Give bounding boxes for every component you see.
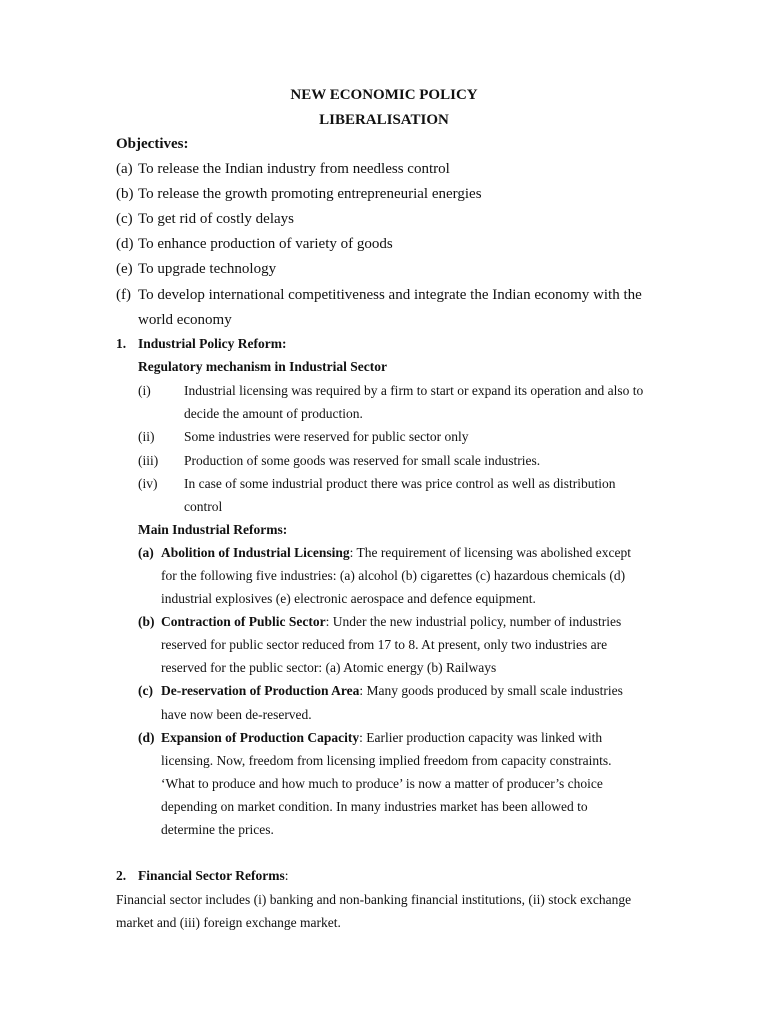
reform-marker: (a)	[138, 545, 154, 560]
reform-first-line	[161, 545, 631, 561]
reform-description: : Earlier production capacity was linked with	[359, 730, 603, 745]
regulatory-text: Industrial licensing was required by a firm to start or expand its operation and also to	[184, 383, 644, 398]
document-title: NEW ECONOMIC POLICY	[290, 87, 478, 103]
objective-marker: (a)	[116, 161, 133, 177]
section-2-text-continued: market and (iii) foreign exchange market.	[116, 915, 341, 930]
objective-marker: (d)	[116, 236, 134, 252]
objective-marker: (f)	[116, 287, 131, 303]
reform-description: : Under the new industrial policy, number of industries	[325, 614, 622, 629]
reform-text-continued: ‘What to produce and how much to produce’ is now a matter of producer’s choice	[161, 776, 603, 791]
section-1-number: 1.	[116, 336, 127, 351]
regulatory-marker: (i)	[138, 383, 151, 398]
reform-text-continued: determine the prices.	[161, 822, 274, 837]
regulatory-text-continued: control	[184, 499, 223, 514]
document-subtitle: LIBERALISATION	[319, 112, 449, 128]
section-2-number: 2.	[116, 868, 127, 883]
objective-text: To upgrade technology	[138, 261, 277, 277]
main-reforms-heading: Main Industrial Reforms:	[138, 522, 288, 537]
reform-text-continued: reserved for public sector reduced from 17 to 8. At present, only two industries are	[161, 637, 608, 652]
regulatory-marker: (iii)	[138, 453, 159, 468]
section-2-heading-line	[138, 868, 289, 884]
objective-marker: (b)	[116, 186, 134, 202]
regulatory-text: Production of some goods was reserved for small scale industries.	[184, 453, 541, 468]
reform-description: : The requirement of licensing was abolished except	[349, 545, 631, 560]
reform-first-line	[161, 614, 621, 630]
regulatory-marker: (ii)	[138, 429, 155, 444]
reform-description: : Many goods produced by small scale industries	[359, 683, 623, 698]
reform-text-continued: depending on market condition. In many industries market has been allowed to	[161, 799, 588, 814]
regulatory-heading: Regulatory mechanism in Industrial Sector	[138, 359, 387, 374]
objective-text-continued: world economy	[138, 312, 232, 328]
reform-title: De-reservation of Production Area	[161, 683, 360, 698]
objective-text: To release the growth promoting entrepreneurial energies	[138, 186, 482, 202]
objective-marker: (c)	[116, 211, 133, 227]
reform-text-continued: licensing. Now, freedom from licensing implied freedom from capacity constraints.	[161, 753, 612, 768]
reform-text-continued: for the following five industries: (a) alcohol (b) cigarettes (c) hazardous chemicals (d)	[161, 568, 626, 583]
reform-first-line	[161, 683, 623, 699]
objective-marker: (e)	[116, 261, 133, 277]
objectives-heading: Objectives:	[116, 136, 189, 152]
regulatory-marker: (iv)	[138, 476, 158, 491]
reform-text-continued: reserved for the public sector: (a) Atomic energy (b) Railways	[161, 660, 497, 675]
reform-first-line	[161, 730, 602, 746]
reform-text-continued: industrial explosives (e) electronic aerospace and defence equipment.	[161, 591, 536, 606]
section-1-heading: Industrial Policy Reform:	[138, 336, 287, 351]
objective-text: To release the Indian industry from needless control	[138, 161, 450, 177]
section-2-heading: Financial Sector Reforms	[138, 868, 285, 883]
objective-text: To enhance production of variety of goods	[138, 236, 393, 252]
regulatory-text: In case of some industrial product there was price control as well as distribution	[184, 476, 616, 491]
regulatory-text: Some industries were reserved for public sector only	[184, 429, 469, 444]
regulatory-text-continued: decide the amount of production.	[184, 406, 363, 421]
reform-title: Abolition of Industrial Licensing	[161, 545, 350, 560]
reform-marker: (c)	[138, 683, 153, 698]
objective-text: To develop international competitiveness and integrate the Indian economy with the	[138, 287, 642, 303]
reform-marker: (d)	[138, 730, 155, 745]
reform-title: Contraction of Public Sector	[161, 614, 326, 629]
reform-text-continued: have now been de-reserved.	[161, 707, 312, 722]
section-2-text: Financial sector includes (i) banking and non-banking financial institutions, (ii) stock exchange	[116, 892, 632, 907]
objective-text: To get rid of costly delays	[138, 211, 294, 227]
reform-marker: (b)	[138, 614, 155, 629]
section-2-colon: :	[284, 868, 289, 883]
reform-title: Expansion of Production Capacity	[161, 730, 360, 745]
